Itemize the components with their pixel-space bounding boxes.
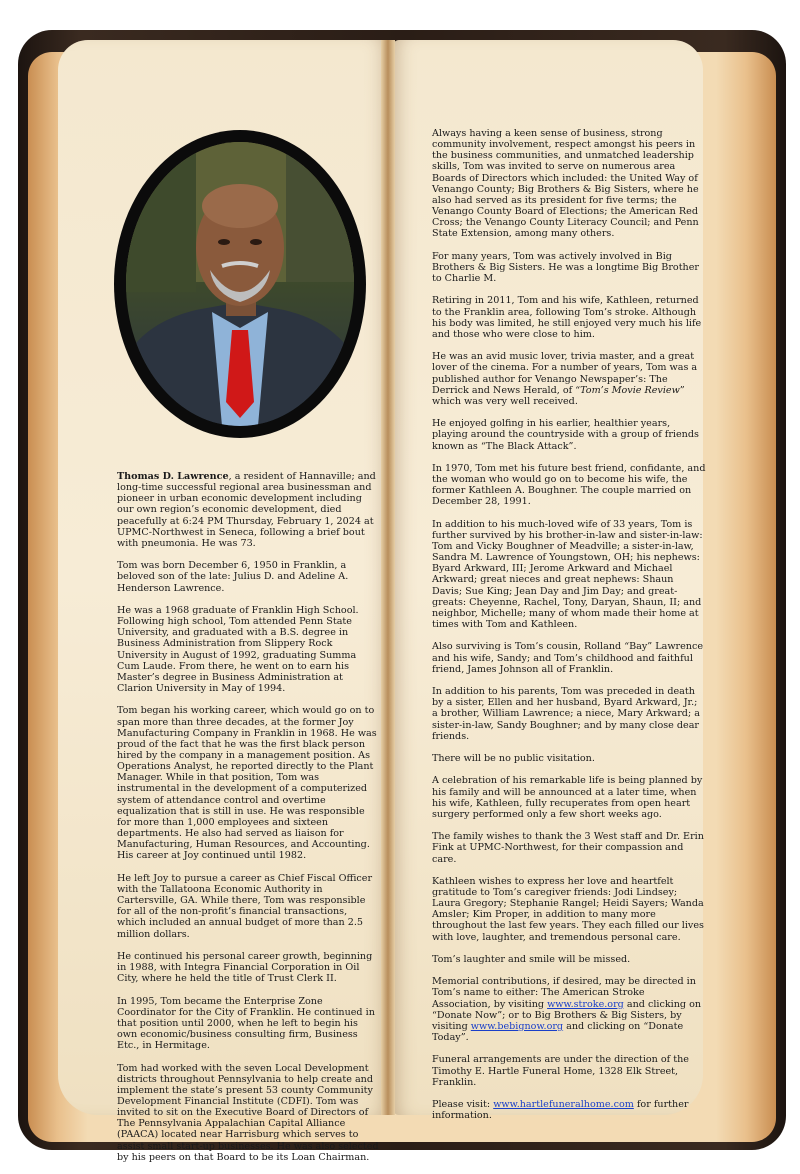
portrait-frame bbox=[114, 130, 366, 438]
stroke-org-link[interactable]: www.stroke.org bbox=[547, 998, 624, 1010]
book-spine bbox=[381, 40, 395, 1115]
paragraph: There will be no public visitation. bbox=[432, 753, 595, 765]
portrait-photo bbox=[126, 142, 354, 426]
intro-paragraph: Thomas D. Lawrence, a resident of Hannaville; and long-time successful regional area businessman and pioneer in urban economic development including our own region’s economic development, died peacefully at 6:24 PM Thursday, February 1, 2024 at UPMC-Northwest in Seneca, following a brief bout with pneumonia. He was 73. bbox=[117, 471, 376, 549]
paragraph: Tom was born December 6, 1950 in Franklin, a beloved son of the late: Julius D. and Adeline A. Henderson Lawrence. bbox=[117, 560, 349, 594]
paragraph: The family wishes to thank the 3 West staff and Dr. Erin Fink at UPMC-Northwest, for their compassion and care. bbox=[432, 831, 704, 865]
paragraph: Kathleen wishes to express her love and heartfelt gratitude to Tom’s caregiver friends: Jodi Lindsey; Laura Gregory; Stephanie Rangel; Heidi Sayers; Wanda Amsler; Kim Proper, in addition to many more throughout the last few years. They each filled our lives with love, laughter, and tremendous personal care. bbox=[432, 875, 704, 943]
paragraph: Retiring in 2011, Tom and his wife, Kathleen, returned to the Franklin area, following Tom’s stroke. Although his body was limited, he still enjoyed very much his life and those who were close to him. bbox=[432, 295, 702, 340]
paragraph: Tom had worked with the seven Local Development districts throughout Pennsylvania to help create and implement the state’s present 53 county Community Development Financial Institute (CDFI). Tom was invited to sit on the Executive Board of Directors of The Pennsylvania Appalachian Capital Alliance (PAACA) located near Harrisburg which serves to assist small start-up businesses. He was also selected by his peers on that Board to be its Loan Chairman. bbox=[117, 1062, 379, 1163]
right-column bbox=[432, 128, 706, 1133]
paragraph: A celebration of his remarkable life is being planned by his family and will be announced at a later time, when his wife, Kathleen, fully recuperates from open heart surgery performed only a few short weeks ago. bbox=[432, 775, 703, 820]
funeral-paragraph: Funeral arrangements are under the direction of the Timothy E. Hartle Funeral Home, 1328 Elk Street, Franklin. bbox=[432, 1054, 689, 1088]
paragraph: He was a 1968 graduate of Franklin High School. Following high school, Tom attended Penn State University, and graduated with a B.S. degree in Business Administration from Slippery Rock University in August of 1992, graduating Summa Cum Laude. From there, he went on to earn his Master’s degree in Business Administration at Clarion University in May of 1994. bbox=[117, 604, 359, 695]
review-title: Tom’s Movie Review bbox=[580, 384, 680, 396]
paragraph: He continued his personal career growth, beginning in 1988, with Integra Financial Corporation in Oil City, where he held the title of Trust Clerk II. bbox=[117, 950, 373, 985]
movie-review-paragraph: He was an avid music lover, trivia master, and a great lover of the cinema. For a number of years, Tom was a published author for Venango Newspaper’s: The Derrick and News Herald, of “Tom’s Movie Review” which was very well received. bbox=[432, 351, 698, 407]
portrait-illustration bbox=[126, 142, 354, 426]
paragraph: He enjoyed golfing in his earlier, healthier years, playing around the countryside with a group of friends known as “The Black Attack”. bbox=[432, 418, 699, 452]
paragraph: In addition to his much-loved wife of 33 years, Tom is further survived by his brother-in-law and sister-in-law: Tom and Vicky Boughner of Meadville; a sister-in-law, Sandra M. Lawrence of Youngstown, OH; his nephews: Byard Arkward, III; Jerome Arkward and Michael Arkward; great nieces and great nephews: Shaun Davis; Sue King; Jean Day and Jim Day; and great-greats: Cheyenne, Rachel, Tony, Daryan, Shaun, II; and neighbor, Michelle; many of whom made their home at times with Tom and Kathleen. bbox=[432, 518, 703, 631]
left-column bbox=[117, 471, 379, 1174]
visit-paragraph: Please visit: www.hartlefuneralhome.com for further information. bbox=[432, 1099, 689, 1122]
paragraph: In 1970, Tom met his future best friend, confidante, and the woman who would go on to become his wife, the former Kathleen A. Boughner. The couple married on December 28, 1991. bbox=[432, 462, 706, 508]
decedent-name: Thomas D. Lawrence bbox=[117, 471, 229, 482]
paragraph: Tom’s laughter and smile will be missed. bbox=[432, 953, 631, 965]
paragraph: For many years, Tom was actively involved in Big Brothers & Big Sisters. He was a longtime Big Brother to Charlie M. bbox=[432, 250, 699, 285]
paragraph: Always having a keen sense of business, strong community involvement, respect amongst his peers in the business communities, and unmatched leadership skills, Tom was invited to serve on numerous area Boards of Directors which included: the United Way of Venango County; Big Brothers & Big Sisters, where he also had served as its president for five terms; the Venango County Board of Elections; the American Red Cross; the Venango County Literacy Council; and Penn State Extension, among many others. bbox=[432, 128, 699, 240]
paragraph: He left Joy to pursue a career as Chief Fiscal Officer with the Tallatoona Economic Authority in Cartersville, GA. While there, Tom was responsible for all of the non-profit’s financial transactions, which included an annual budget of more than 2.5 million dollars. bbox=[117, 872, 373, 940]
funeral-home-link[interactable]: www.hartlefuneralhome.com bbox=[493, 1099, 634, 1111]
paragraph: In 1995, Tom became the Enterprise Zone Coordinator for the City of Franklin. He continued in that position until 2000, when he left to begin his own economic/business consulting firm, Business Etc., in Hermitage. bbox=[117, 995, 375, 1052]
paragraph: Also surviving is Tom’s cousin, Rolland “Bay” Lawrence and his wife, Sandy; and Tom’s childhood and faithful friend, James Johnson all of Franklin. bbox=[432, 641, 704, 675]
paragraph: Tom began his working career, which would go on to span more than three decades, at the former Joy Manufacturing Company in Franklin in 1968. He was proud of the fact that he was the first black person hired by the company in a management position. As Operations Analyst, he reported directly to the Plant Manager. While in that position, Tom was instrumental in the development of a computerized system of attendance control and overtime equalization that is still in use. He was responsible for more than 1,000 employees and sixteen departments. He also had served as liaison for Manufacturing, Human Resources, and Accounting. His career at Joy continued until 1982. bbox=[117, 705, 377, 862]
paragraph: In addition to his parents, Tom was preceded in death by a sister, Ellen and her husband, Byard Arkward, Jr.; a brother, William Lawrence; a niece, Mary Arkward; a sister-in-law, Sandy Boughner; and by many close dear friends. bbox=[432, 686, 700, 742]
bebignow-link[interactable]: www.bebignow.org bbox=[470, 1020, 564, 1032]
memorial-paragraph: Memorial contributions, if desired, may be directed in Tom’s name to either: The American Stroke Association, by visiting www.stroke.org and clicking on “Donate Now”; or to Big Brothers & Big Sisters, by visiting www.bebignow.org and clicking on “Donate Today”. bbox=[432, 976, 702, 1044]
